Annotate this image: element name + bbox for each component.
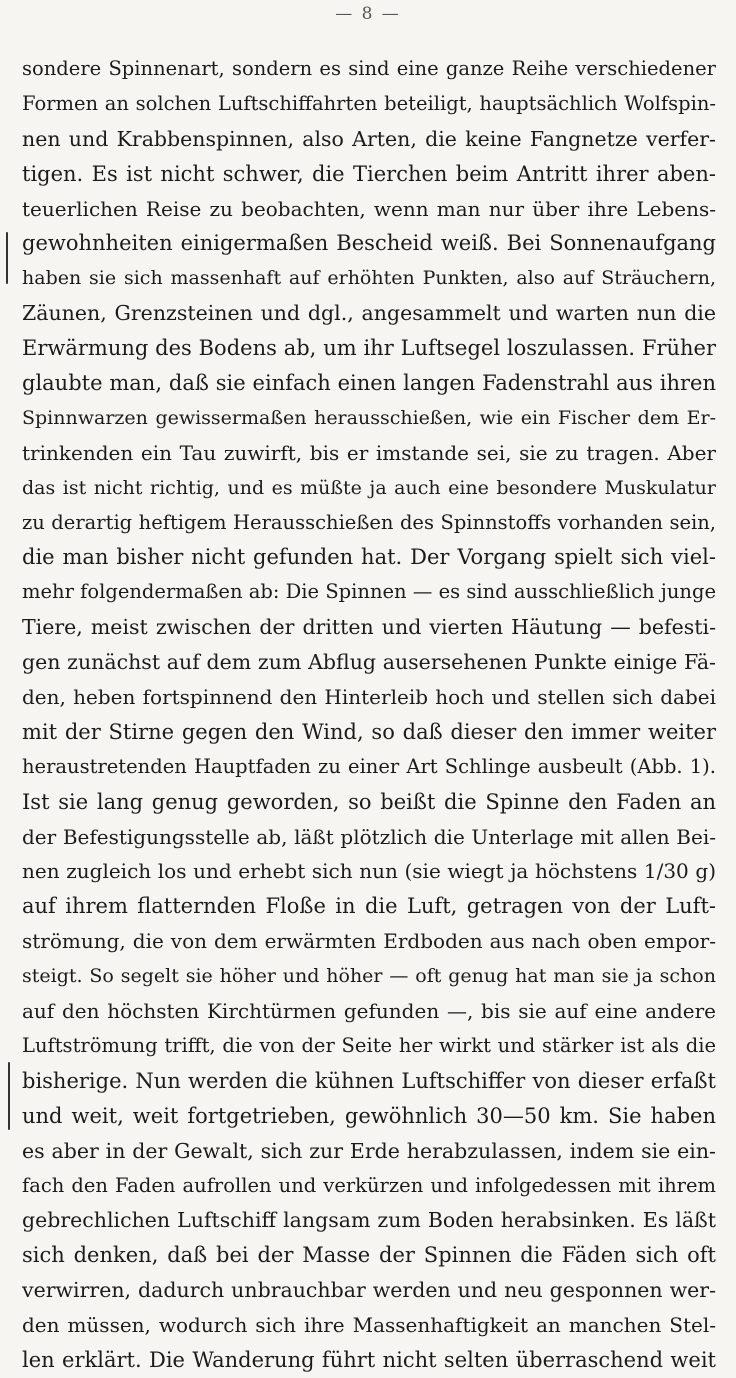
text-line: den müssen, wodurch sich ihre Massenhaftigkeit an manchen Stel-	[22, 1313, 716, 1338]
text-line: den, heben fortspinnend den Hinterleib hoch und stellen sich dabei	[22, 685, 716, 710]
text-line: gen zunächst auf dem zum Abflug ausersehenen Punkte einige Fä-	[22, 650, 716, 675]
text-line: die man bisher nicht gefunden hat. Der Vorgang spielt sich viel-	[22, 545, 716, 570]
page-number: — 8 —	[335, 4, 401, 24]
text-line: Formen an solchen Luftschiffahrten beteiligt, hauptsächlich Wolfspin-	[22, 91, 716, 115]
text-line: mehr folgendermaßen ab: Die Spinnen — es sind ausschließlich junge	[22, 580, 716, 604]
text-line: Luftströmung trifft, die von der Seite her wirkt und stärker ist als die	[22, 1033, 716, 1057]
text-line: Spinnwarzen gewissermaßen herausschießen, wie ein Fischer dem Er-	[22, 406, 716, 429]
text-line: tigen. Es ist nicht schwer, die Tierchen beim Antritt ihrer aben-	[22, 161, 716, 186]
text-line: gewohnheiten einigermaßen Bescheid weiß. Bei Sonnenaufgang	[22, 231, 716, 256]
text-line: sich denken, daß bei der Masse der Spinnen die Fäden sich oft	[22, 1243, 716, 1268]
text-line: das ist nicht richtig, und es müßte ja auch eine besondere Muskulatur	[22, 476, 716, 499]
text-line: nen zugleich los und erhebt sich nun (sie wiegt ja höchstens 1/30 g)	[22, 859, 716, 884]
text-line: auf den höchsten Kirchtürmen gefunden —, bis sie auf eine andere	[22, 999, 716, 1024]
text-line: bisherige. Nun werden die kühnen Luftschiffer von dieser erfaßt	[22, 1068, 716, 1093]
text-line: fach den Faden aufrollen und verkürzen und infolgedessen mit ihrem	[22, 1173, 716, 1197]
body-text	[22, 52, 716, 1378]
text-line: der Befestigungsstelle ab, läßt plötzlich die Unterlage mit allen Bei-	[22, 824, 716, 849]
text-line: len erklärt. Die Wanderung führt nicht selten überraschend weit	[22, 1347, 716, 1372]
text-line: auf ihrem flatternden Floße in die Luft, getragen von der Luft-	[22, 894, 716, 919]
text-line: heraustretenden Hauptfaden zu einer Art Schlinge ausbeult (Abb. 1).	[22, 754, 716, 778]
text-line: teuerlichen Reise zu beobachten, wenn man nur über ihre Lebens-	[22, 196, 716, 221]
text-line: Zäunen, Grenzsteinen und dgl., angesammelt und warten nun die	[22, 301, 716, 326]
text-line: gebrechlichen Luftschiff langsam zum Boden herabsinken. Es läßt	[22, 1208, 716, 1233]
text-line: Erwärmung des Bodens ab, um ihr Luftsegel loszulassen. Früher	[22, 336, 716, 361]
text-line: und weit, weit fortgetrieben, gewöhnlich 30—50 km. Sie haben	[22, 1103, 716, 1128]
text-line: Ist sie lang genug geworden, so beißt die Spinne den Faden an	[22, 789, 716, 814]
text-line: steigt. So segelt sie höher und höher — oft genug hat man sie ja schon	[22, 965, 716, 988]
text-line: zu derartig heftigem Herausschießen des Spinnstoffs vorhanden sein,	[22, 510, 716, 534]
text-line: Tiere, meist zwischen der dritten und vierten Häutung — befesti-	[22, 615, 716, 640]
text-line: verwirren, dadurch unbrauchbar werden und neu gesponnen wer-	[22, 1278, 716, 1303]
text-line: glaubte man, daß sie einfach einen langen Fadenstrahl aus ihren	[22, 371, 716, 396]
text-line: nen und Krabbenspinnen, also Arten, die keine Fangnetze verfer-	[22, 126, 716, 151]
text-line: sondere Spinnenart, sondern es sind eine ganze Reihe verschiedener	[22, 57, 716, 80]
margin-mark-bottom	[8, 1062, 10, 1130]
text-line: haben sie sich massenhaft auf erhöhten Punkten, also auf Sträuchern,	[22, 267, 716, 290]
margin-mark-top	[6, 232, 8, 284]
text-line: mit der Stirne gegen den Wind, so daß dieser den immer weiter	[22, 719, 716, 744]
text-line: es aber in der Gewalt, sich zur Erde herabzulassen, indem sie ein-	[22, 1138, 716, 1163]
text-line: trinkenden ein Tau zuwirft, bis er imstande sei, sie zu tragen. Aber	[22, 440, 716, 465]
text-line: strömung, die von dem erwärmten Erdboden aus nach oben empor-	[22, 929, 716, 954]
